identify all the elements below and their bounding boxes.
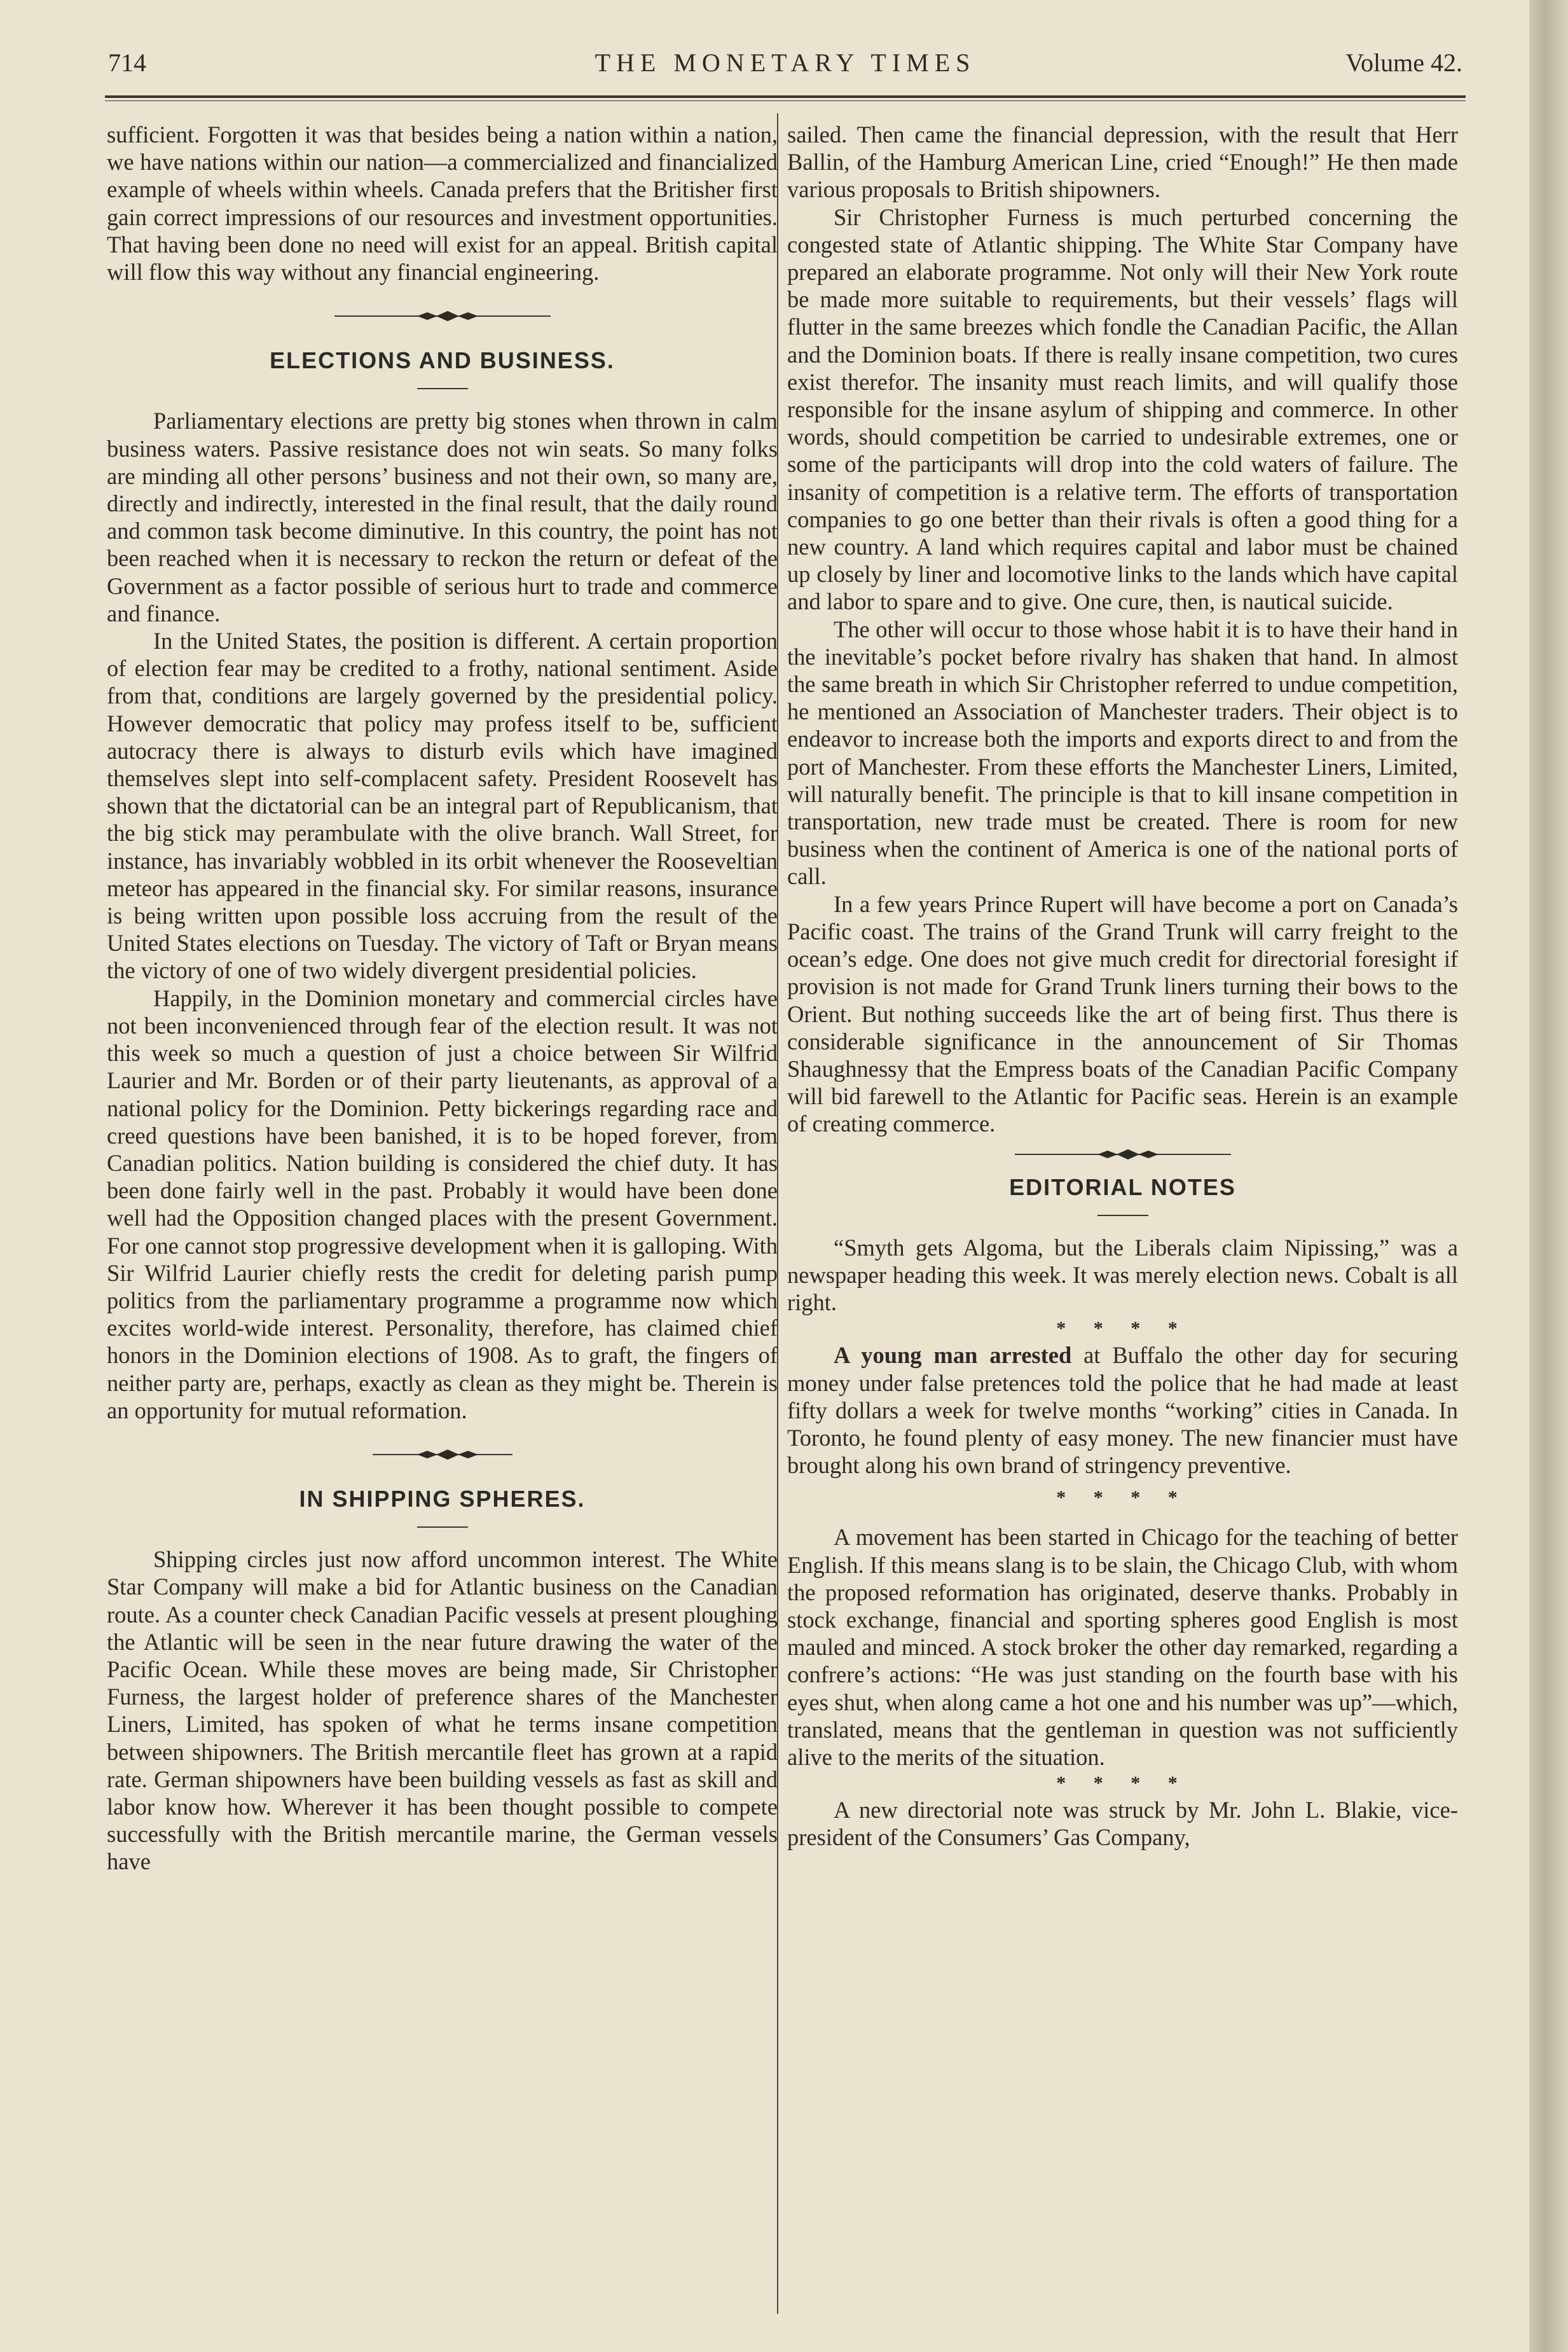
- right-column: [787, 121, 1458, 1851]
- article-paragraph: In the United States, the position is different. A certain proportion of election fear may be credited to a frothy, national sentiment. Aside from that, conditions are largely governed by the presidential policy. However democratic that policy may profess itself to be, sufficient autocracy there is always to disturb evils which have imagined themselves slept into self-complacent safety. President Roosevelt has shown that the dictatorial can be an integral part of Republicanism, that the big stick may perambulate with the olive branch. Wall Street, for instance, has invariably wobbled in its orbit whenever the Rooseveltian meteor has appeared in the financial sky. For similar reasons, insurance is being written upon possible loss accruing from the result of the United States elections on Tuesday. The victory of Taft or Bryan means the victory of one of two widely divergent presidential policies.: [107, 628, 778, 984]
- article-paragraph: The other will occur to those whose habit it is to have their hand in the inevitable’s pocket before rivalry has shaken that hand. In almost the same breath in which Sir Christopher referred to undue competition, he mentioned an Association of Manchester traders. Their object is to endeavor to increase both the imports and exports direct to and from the port of Manchester. From these efforts the Manchester Liners, Limited, will naturally benefit. The principle is that to kill insane competition in transportation, new trade must be created. There is room for new business when the continent of America is one of the national ports of call.: [787, 616, 1458, 890]
- ornament-divider: [334, 311, 551, 321]
- header-rule: [105, 95, 1466, 98]
- note-separator: * * * *: [1056, 1318, 1189, 1339]
- page-edge: [1529, 0, 1568, 2352]
- editorial-note: A movement has been started in Chicago for the teaching of better English. If this means slang is to be slain, the Chicago Club, with whom the proposed reformation has originated, deserve thanks. Probably in stock exchange, financial and sporting spheres good English is most mauled and minced. A stock broker the other day remarked, regarding a confrere’s actions: “He was just standing on the fourth base with his eyes shut, when along came a hot one and his number was up”—which, translated, means that the gentleman in question was not sufficiently alive to the merits of the situation.: [787, 1524, 1458, 1770]
- page-number: 714: [108, 48, 146, 77]
- article-paragraph: Happily, in the Dominion monetary and commercial circles have not been inconvenienced through fear of the election result. It was not this week so much a question of just a choice between Sir Wilfrid Laurier and Mr. Borden or of their party lieutenants, as approval of a national policy for the Dominion. Petty bickerings regarding race and creed questions have been banished, it is to be hoped forever, from Canadian politics. Nation building is considered the chief duty. It has been done fairly well in the past. Probably it would have been done well had the Opposition changed places with the present Government. For one cannot stop progressive development when it is galloping. With Sir Wilfrid Laurier chiefly rests the credit for deleting parish pump politics from the parliamentary programme a programme now which excites world-wide interest. Personality, therefore, has claimed chief honors in the Dominion elections of 1908. As to graft, the fingers of neither party are, perhaps, exactly as clean as they might be. Therein is an opportunity for mutual reformation.: [107, 985, 778, 1423]
- editorial-note: “Smyth gets Algoma, but the Liberals claim Nipissing,” was a newspaper heading this week. It was merely election news. Cobalt is all right.: [787, 1234, 1458, 1316]
- note-lead-in: A young man arrested: [834, 1342, 1072, 1369]
- article-paragraph: Parliamentary elections are pretty big stones when thrown in calm business waters. Passive resistance does not win seats. So many folks are minding all other persons’ business and not their own, so many are, directly and indirectly, interested in the final result, that the daily round and common task become diminutive. In this country, the point has not been reached when it is necessary to reckon the return or defeat of the Government as a factor possible of serious hurt to trade and commerce and finance.: [107, 408, 778, 626]
- article-paragraph: Shipping circles just now afford uncommon interest. The White Star Company will make a bid for Atlantic business on the Canadian route. As a counter check Canadian Pacific vessels at present ploughing the Atlantic will be seen in the near future drawing the water of the Pacific Ocean. While these moves are being made, Sir Christopher Furness, the largest holder of preference shares of the Manchester Liners, Limited, has spoken of what he terms insane competition between shipowners. The British mercantile fleet has grown at a rapid rate. German shipowners have been building vessels as fast as skill and labor know how. Wherever it has been thought possible to compete successfully with the British mercantile marine, the German vessels have: [107, 1546, 778, 1875]
- header-rule-thin: [105, 100, 1466, 101]
- ornament-divider: [334, 1449, 551, 1460]
- section-heading-editorial: EDITORIAL NOTES: [1009, 1173, 1236, 1200]
- continued-paragraph: sufficient. Forgotten it was that besides being a nation within a nation, we have nations within our nation—a commercialized and financialized example of wheels within wheels. Canada prefers that the Britisher first gain correct impressions of our resources and investment opportunities. That having been done no need will exist for an appeal. British capital will flow this way without any financial engineering.: [107, 121, 778, 286]
- section-heading-shipping: IN SHIPPING SPHERES.: [299, 1485, 586, 1512]
- editorial-note: [787, 1341, 1458, 1479]
- section-heading-elections: ELECTIONS AND BUSINESS.: [270, 347, 615, 374]
- article-paragraph: In a few years Prince Rupert will have become a port on Canada’s Pacific coast. The trains of the Grand Trunk will carry freight to the ocean’s edge. One does not give much credit for directorial foresight if provision is not made for Grand Trunk liners turning their bows to the Orient. But nothing succeeds like the art of being first. Thus there is considerable significance in the announcement of Sir Thomas Shaughnessy that the Empress boats of the Canadian Pacific Company will bid farewell to the Atlantic for Pacific seas. Herein is an example of creating commerce.: [787, 890, 1458, 1137]
- note-separator: * * * *: [1056, 1773, 1189, 1794]
- heading-rule: [417, 388, 468, 389]
- note-body: at Buffalo the other day for securing money under false pretences told the police that he had made at least fifty dollars a week for twelve months “working” cities in Canada. In Toronto, he found plenty of easy money. The new financier must have brought along his own brand of stringency preventive.: [787, 1342, 1458, 1479]
- note-separator: * * * *: [1056, 1487, 1189, 1509]
- ornament-divider: [1015, 1149, 1231, 1159]
- page-header: [108, 48, 1462, 92]
- heading-rule: [1097, 1215, 1148, 1216]
- heading-rule: [417, 1526, 468, 1528]
- publication-title: THE MONETARY TIMES: [595, 48, 976, 77]
- editorial-note: A new directorial note was struck by Mr. John L. Blakie, vice-president of the Consumers’ Gas Company,: [787, 1797, 1458, 1851]
- left-column: [107, 121, 778, 1876]
- article-paragraph: Sir Christopher Furness is much perturbed concerning the congested state of Atlantic shipping. The White Star Company have prepared an elaborate programme. Not only will their New York route be made more suitable to requirements, but their vessels’ flags will flutter in the same breezes which fondle the Canadian Pacific, the Allan and the Dominion boats. If there is really insane competition, two cures exist therefor. The insanity must reach limits, and will qualify those responsible for the insane asylum of shipping and commerce. In other words, should competition be carried to undesirable extremes, one or some of the participants will drop into the cold waters of failure. The insanity of competition is a relative term. The efforts of transportation companies to go one better than their rivals is often a good thing for a new country. A land which requires capital and labor must be chained up closely by liner and locomotive links to the lands which have capital and labor to spare and to give. One cure, then, is nautical suicide.: [787, 204, 1458, 615]
- volume-label: Volume 42.: [1345, 48, 1462, 77]
- continued-paragraph: sailed. Then came the financial depression, with the result that Herr Ballin, of the Hamburg American Line, cried “Enough!” He then made various proposals to British shipowners.: [787, 121, 1458, 203]
